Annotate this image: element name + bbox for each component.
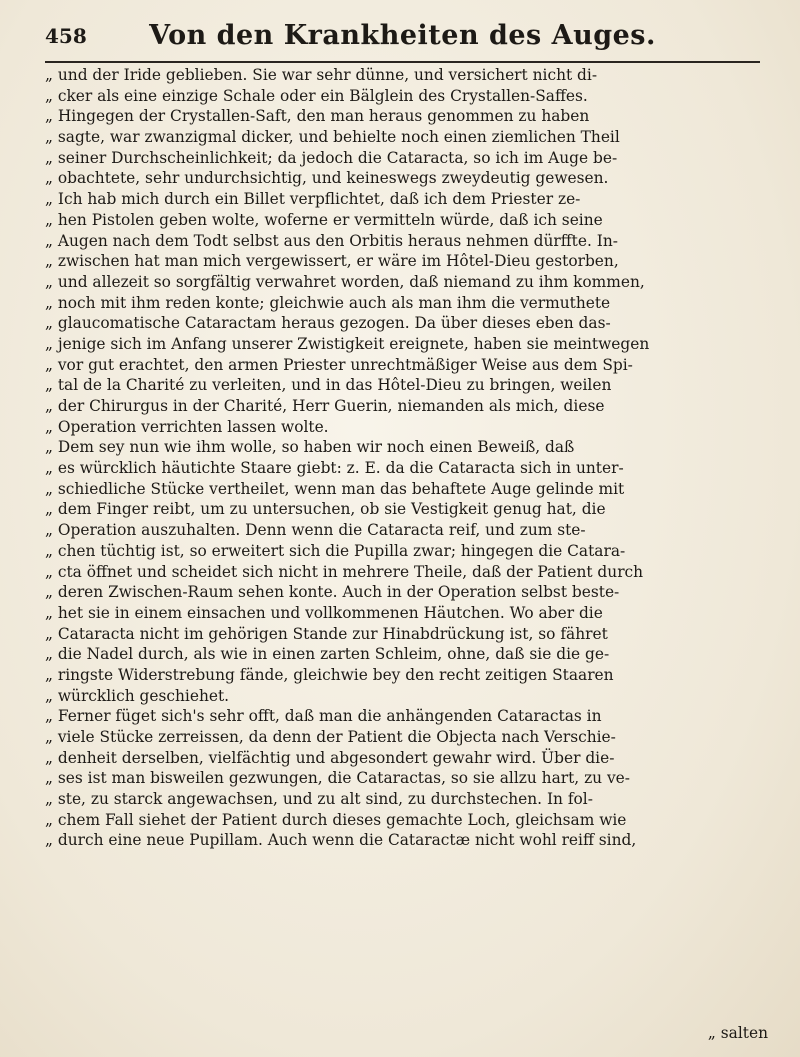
- text-line: „ durch eine neue Pupillam. Auch wenn die Cataractæ nicht wohl reiff sind,: [45, 831, 637, 850]
- text-line: „ Operation verrichten lassen wolte.: [45, 417, 329, 436]
- text-line: „ die Nadel durch, als wie in einen zarten Schleim, ohne, daß sie die ge-: [45, 645, 610, 664]
- text-line: „ Ich hab mich durch ein Billet verpflichtet, daß ich dem Priester ze-: [45, 190, 581, 209]
- text-line: „ jenige sich im Anfang unserer Zwistigkeit ereignete, haben sie meintwegen: [45, 334, 650, 353]
- page-number: 458: [45, 24, 87, 48]
- text-line: „ tal de la Charité zu verleiten, und in das Hôtel-Dieu zu bringen, weilen: [45, 376, 612, 395]
- text-line: „ sagte, war zwanzigmal dicker, und behielte noch einen ziemlichen Theil: [45, 128, 620, 147]
- text-line: „ vor gut erachtet, den armen Priester unrechtmäßiger Weise aus dem Spi-: [45, 355, 633, 374]
- text-line: „ Cataracta nicht im gehörigen Stande zur Hinabdrückung ist, so fähret: [45, 624, 608, 643]
- text-line: „ deren Zwischen-Raum sehen konte. Auch in der Operation selbst beste-: [45, 583, 620, 602]
- text-line: „ ses ist man bisweilen gezwungen, die Cataractas, so sie allzu hart, zu ve-: [45, 769, 630, 788]
- text-line: „ denheit derselben, vielfächtig und abgesondert gewahr wird. Über die-: [45, 748, 615, 767]
- text-line: „ Hingegen der Crystallen-Saft, den man heraus genommen zu haben: [45, 107, 590, 126]
- text-line: „ noch mit ihm reden konte; gleichwie auch als man ihm die vermuthete: [45, 293, 611, 312]
- text-line: „ dem Finger reibt, um zu untersuchen, ob sie Vestigkeit genug hat, die: [45, 500, 606, 519]
- text-line: „ und der Iride geblieben. Sie war sehr dünne, und versichert nicht di-: [45, 66, 598, 84]
- catchword: „ salten: [707, 1024, 768, 1042]
- text-line: „ der Chirurgus in der Charité, Herr Guerin, niemanden als mich, diese: [45, 397, 605, 415]
- text-line: „ Augen nach dem Todt selbst aus den Orbitis heraus nehmen dürffte. In-: [45, 231, 618, 250]
- text-line: „ es würcklich häutichte Staare giebt: z. E. da die Cataracta sich in unter-: [45, 459, 624, 478]
- header-rule: [45, 61, 760, 63]
- text-line: „ ringste Widerstrebung fände, gleichwie bey den recht zeitigen Staaren: [45, 665, 614, 684]
- text-line: „ chen tüchtig ist, so erweitert sich die Pupilla zwar; hingegen die Catara-: [45, 541, 626, 560]
- text-line: „ obachtete, sehr undurchsichtig, und keineswegs zweydeutig gewesen.: [45, 169, 609, 188]
- text-line: „ het sie in einem einsachen und vollkommenen Häutchen. Wo aber die: [45, 603, 603, 622]
- text-line: „ ste, zu starck angewachsen, und zu alt sind, zu durchstechen. In fol-: [45, 790, 593, 809]
- body-text: [45, 65, 760, 851]
- text-line: „ glaucomatische Cataractam heraus gezogen. Da über dieses eben das-: [45, 314, 611, 333]
- text-line: „ und allezeit so sorgfältig verwahret worden, daß niemand zu ihm kommen,: [45, 272, 645, 291]
- text-line: „ würcklich geschiehet.: [45, 686, 230, 705]
- text-line: „ Ferner füget sich's sehr offt, daß man die anhängenden Cataractas in: [45, 707, 602, 726]
- running-head: Von den Krankheiten des Auges.: [149, 20, 656, 51]
- text-line: „ zwischen hat man mich vergewissert, er wäre im Hôtel-Dieu gestorben,: [45, 252, 619, 271]
- text-line: „ Dem sey nun wie ihm wolle, so haben wir noch einen Beweiß, daß: [45, 438, 575, 457]
- page-header: [45, 18, 760, 58]
- text-line: „ hen Pistolen geben wolte, woferne er vermitteln würde, daß ich seine: [45, 210, 603, 229]
- text-line: „ cker als eine einzige Schale oder ein Bälglein des Crystallen-Saffes.: [45, 86, 588, 105]
- text-line: „ viele Stücke zerreissen, da denn der Patient die Objecta nach Verschie-: [45, 728, 616, 746]
- text-line: „ seiner Durchscheinlichkeit; da jedoch die Cataracta, so ich im Auge be-: [45, 148, 618, 167]
- text-line: „ schiedliche Stücke vertheilet, wenn man das behaftete Auge gelinde mit: [45, 479, 625, 498]
- text-line: „ Operation auszuhalten. Denn wenn die Cataracta reif, und zum ste-: [45, 521, 586, 540]
- text-line: „ cta öffnet und scheidet sich nicht in mehrere Theile, daß der Patient durch: [45, 562, 644, 581]
- text-line: „ chem Fall siehet der Patient durch dieses gemachte Loch, gleichsam wie: [45, 810, 627, 829]
